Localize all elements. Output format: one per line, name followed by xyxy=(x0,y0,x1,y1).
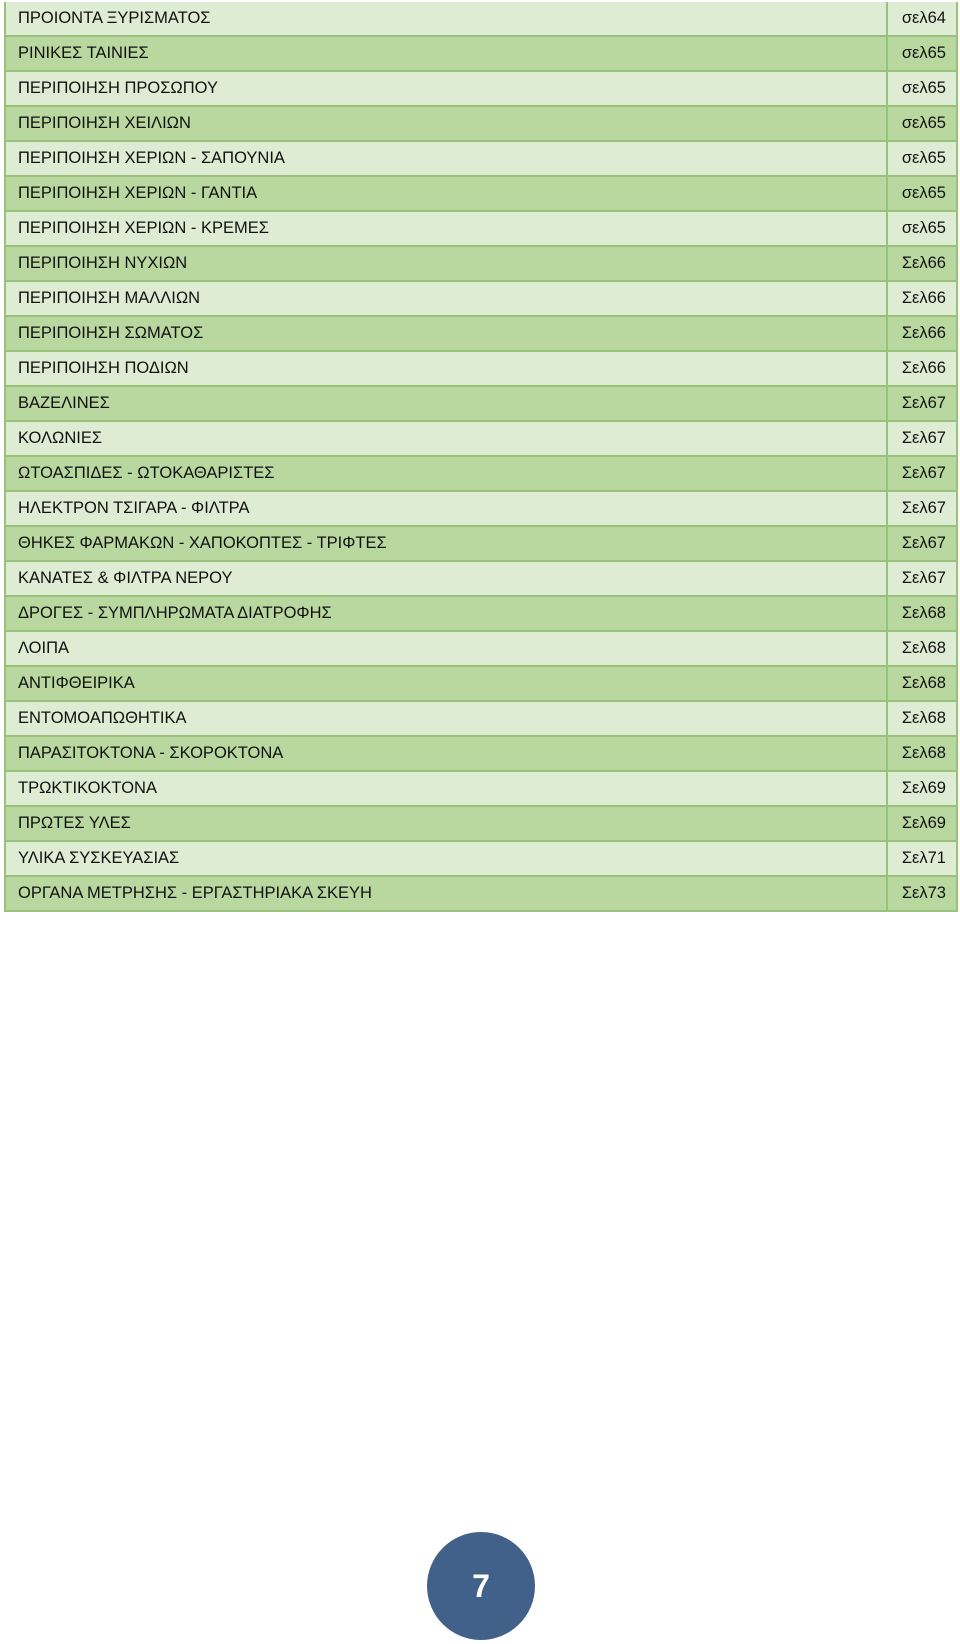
table-row xyxy=(6,492,956,527)
table-row xyxy=(6,282,956,317)
toc-entry-label: ΕΝΤΟΜΟΑΠΩΘΗΤΙΚΑ xyxy=(6,702,888,737)
toc-entry-label: ΔΡΟΓΕΣ - ΣΥΜΠΛΗΡΩΜΑΤΑ ΔΙΑΤΡΟΦΗΣ xyxy=(6,597,888,632)
table-row xyxy=(6,562,956,597)
table-row xyxy=(6,632,956,667)
table-row xyxy=(6,142,956,177)
toc-entry-page: Σελ67 xyxy=(888,457,956,492)
toc-entry-label: ΥΛΙΚΑ ΣΥΣΚΕΥΑΣΙΑΣ xyxy=(6,842,888,877)
toc-entry-label: ΚΑΝΑΤΕΣ & ΦΙΛΤΡΑ ΝΕΡΟΥ xyxy=(6,562,888,597)
toc-entry-page: Σελ68 xyxy=(888,702,956,737)
toc-entry-label: ΡΙΝΙΚΕΣ ΤΑΙΝΙΕΣ xyxy=(6,37,888,72)
toc-entry-label: ΠΕΡΙΠΟΙΗΣΗ ΣΩΜΑΤΟΣ xyxy=(6,317,888,352)
toc-entry-page: Σελ67 xyxy=(888,387,956,422)
toc-entry-label: ΠΕΡΙΠΟΙΗΣΗ ΧΕΙΛΙΩΝ xyxy=(6,107,888,142)
toc-entry-page: Σελ66 xyxy=(888,282,956,317)
table-row xyxy=(6,107,956,142)
toc-entry-label: ΠΑΡΑΣΙΤΟΚΤΟΝΑ - ΣΚΟΡΟΚΤΟΝΑ xyxy=(6,737,888,772)
toc-entry-page: Σελ68 xyxy=(888,667,956,702)
toc-entry-page: σελ65 xyxy=(888,212,956,247)
toc-entry-page: σελ65 xyxy=(888,37,956,72)
table-row xyxy=(6,842,956,877)
toc-entry-label: ΠΕΡΙΠΟΙΗΣΗ ΠΡΟΣΩΠΟΥ xyxy=(6,72,888,107)
table-row xyxy=(6,807,956,842)
toc-entry-label: ΟΡΓΑΝΑ ΜΕΤΡΗΣΗΣ - ΕΡΓΑΣΤΗΡΙΑΚΑ ΣΚΕΥΗ xyxy=(6,877,888,910)
toc-body xyxy=(6,2,956,910)
toc-entry-page: Σελ66 xyxy=(888,317,956,352)
toc-entry-page: σελ65 xyxy=(888,107,956,142)
table-row xyxy=(6,667,956,702)
toc-entry-label: ΩΤΟΑΣΠΙΔΕΣ - ΩΤΟΚΑΘΑΡΙΣΤΕΣ xyxy=(6,457,888,492)
toc-entry-label: ΒΑΖΕΛΙΝΕΣ xyxy=(6,387,888,422)
toc-entry-label: ΗΛΕΚΤΡΟΝ ΤΣΙΓΑΡΑ - ΦΙΛΤΡΑ xyxy=(6,492,888,527)
toc-entry-label: ΛΟΙΠΑ xyxy=(6,632,888,667)
table-row xyxy=(6,317,956,352)
toc-entry-label: ΤΡΩΚΤΙΚΟΚΤΟΝΑ xyxy=(6,772,888,807)
table-row xyxy=(6,877,956,910)
table-row xyxy=(6,387,956,422)
toc-entry-page: Σελ67 xyxy=(888,562,956,597)
table-row xyxy=(6,597,956,632)
toc-entry-page: σελ64 xyxy=(888,2,956,37)
table-row xyxy=(6,177,956,212)
toc-entry-page: Σελ67 xyxy=(888,527,956,562)
table-row xyxy=(6,37,956,72)
table-row xyxy=(6,702,956,737)
table-row xyxy=(6,737,956,772)
toc-entry-label: ΠΕΡΙΠΟΙΗΣΗ ΠΟΔΙΩΝ xyxy=(6,352,888,387)
toc-entry-label: ΠΡΩΤΕΣ ΥΛΕΣ xyxy=(6,807,888,842)
table-of-contents xyxy=(4,2,958,912)
toc-entry-page: Σελ68 xyxy=(888,632,956,667)
toc-entry-page: Σελ67 xyxy=(888,492,956,527)
toc-entry-page: Σελ68 xyxy=(888,597,956,632)
toc-entry-page: Σελ69 xyxy=(888,807,956,842)
table-row xyxy=(6,352,956,387)
table-row xyxy=(6,72,956,107)
table-row xyxy=(6,422,956,457)
table-row xyxy=(6,457,956,492)
toc-entry-label: ΠΡΟΙΟΝΤΑ ΞΥΡΙΣΜΑΤΟΣ xyxy=(6,2,888,37)
toc-entry-page: Σελ69 xyxy=(888,772,956,807)
toc-entry-label: ΑΝΤΙΦΘΕΙΡΙΚΑ xyxy=(6,667,888,702)
toc-entry-label: ΚΟΛΩΝΙΕΣ xyxy=(6,422,888,457)
toc-entry-page: Σελ71 xyxy=(888,842,956,877)
toc-entry-label: ΠΕΡΙΠΟΙΗΣΗ ΝΥΧΙΩΝ xyxy=(6,247,888,282)
toc-entry-label: ΘΗΚΕΣ ΦΑΡΜΑΚΩΝ - ΧΑΠΟΚΟΠΤΕΣ - ΤΡΙΦΤΕΣ xyxy=(6,527,888,562)
toc-entry-page: σελ65 xyxy=(888,142,956,177)
toc-entry-label: ΠΕΡΙΠΟΙΗΣΗ ΧΕΡΙΩΝ - ΣΑΠΟΥΝΙΑ xyxy=(6,142,888,177)
toc-entry-label: ΠΕΡΙΠΟΙΗΣΗ ΜΑΛΛΙΩΝ xyxy=(6,282,888,317)
toc-entry-page: Σελ66 xyxy=(888,352,956,387)
table-row xyxy=(6,247,956,282)
toc-entry-page: Σελ67 xyxy=(888,422,956,457)
toc-entry-page: Σελ73 xyxy=(888,877,956,910)
table-row xyxy=(6,527,956,562)
table-row xyxy=(6,212,956,247)
toc-entry-label: ΠΕΡΙΠΟΙΗΣΗ ΧΕΡΙΩΝ - ΚΡΕΜΕΣ xyxy=(6,212,888,247)
toc-entry-page: σελ65 xyxy=(888,177,956,212)
toc-entry-page: Σελ68 xyxy=(888,737,956,772)
toc-entry-label: ΠΕΡΙΠΟΙΗΣΗ ΧΕΡΙΩΝ - ΓΑΝΤΙΑ xyxy=(6,177,888,212)
page-number-badge: 7 xyxy=(427,1532,535,1640)
toc-entry-page: σελ65 xyxy=(888,72,956,107)
toc-entry-page: Σελ66 xyxy=(888,247,956,282)
table-row xyxy=(6,772,956,807)
table-row xyxy=(6,2,956,37)
